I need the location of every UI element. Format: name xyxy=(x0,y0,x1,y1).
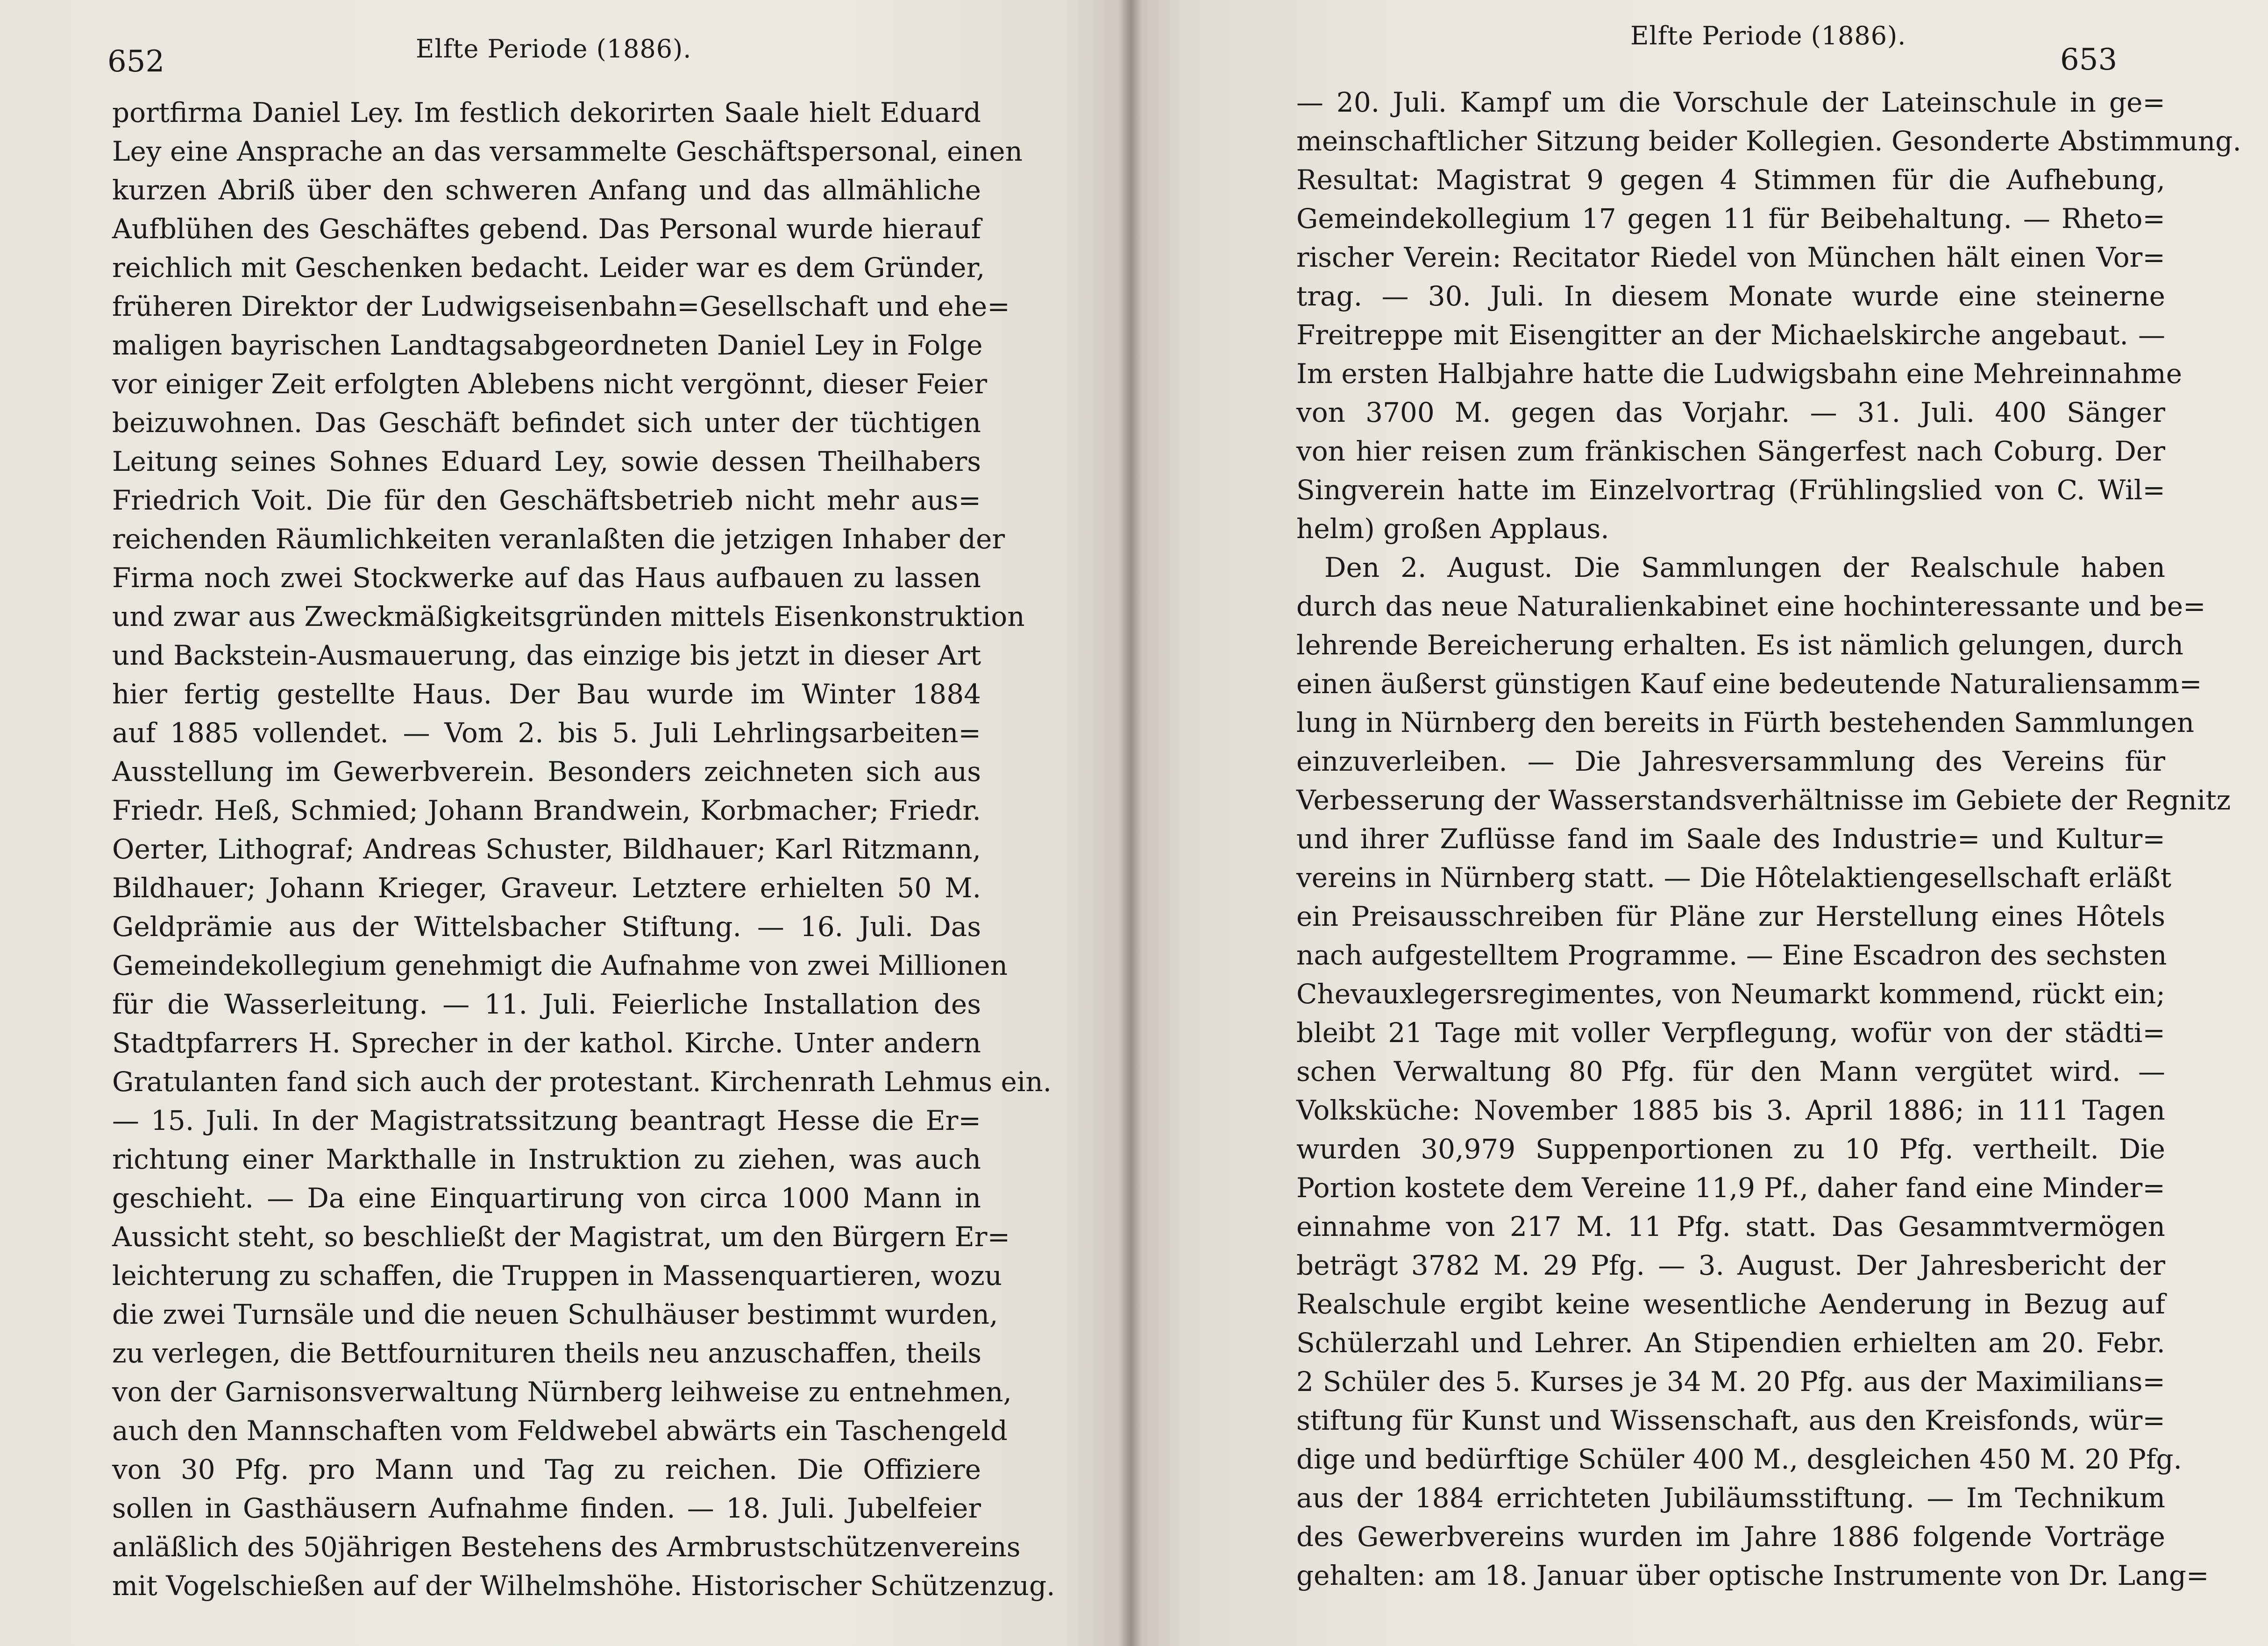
text-line: einzuverleiben. — Die Jahresversammlung des Vereins für xyxy=(1296,745,2165,777)
text-line: Singverein hatte im Einzelvortrag (Frühlingslied von C. Wil= xyxy=(1296,474,2165,506)
text-line: Im ersten Halbjahre hatte die Ludwigsbahn eine Mehreinnahme xyxy=(1296,358,2183,390)
text-line: rischer Verein: Recitator Riedel von München hält einen Vor= xyxy=(1296,241,2165,273)
left-body-text xyxy=(112,93,1055,1605)
text-line: Freitreppe mit Eisengitter an der Michaelskirche angebaut. — xyxy=(1296,319,2165,351)
text-line: 2 Schüler des 5. Kurses je 34 M. 20 Pfg. aus der Maximilians= xyxy=(1296,1366,2165,1398)
text-line: für die Wasserleitung. — 11. Juli. Feierliche Installation des xyxy=(112,988,981,1020)
text-line: kurzen Abriß über den schweren Anfang und das allmähliche xyxy=(112,174,981,206)
text-line: Aussicht steht, so beschließt der Magistrat, um den Bürgern Er= xyxy=(112,1221,1010,1253)
text-line: durch das neue Naturalienkabinet eine hochinteressante und be= xyxy=(1296,590,2206,622)
text-line: Geldprämie aus der Wittelsbacher Stiftung. — 16. Juli. Das xyxy=(112,911,981,943)
text-line: reichenden Räumlichkeiten veranlaßten die jetzigen Inhaber der xyxy=(112,523,1005,555)
text-line: — 15. Juli. In der Magistratssitzung beantragt Hesse die Er= xyxy=(112,1105,981,1136)
text-line: aus der 1884 errichteten Jubiläumsstiftung. — Im Technikum xyxy=(1296,1482,2165,1514)
text-line: Resultat: Magistrat 9 gegen 4 Stimmen für die Aufhebung, xyxy=(1296,164,2165,196)
text-line: von hier reisen zum fränkischen Sängerfest nach Coburg. Der xyxy=(1296,435,2165,467)
text-line: — 20. Juli. Kampf um die Vorschule der Lateinschule in ge= xyxy=(1296,86,2165,118)
text-line: von der Garnisonsverwaltung Nürnberg leihweise zu entnehmen, xyxy=(112,1376,1012,1408)
text-line: und Backstein-Ausmauerung, das einzige bis jetzt in dieser Art xyxy=(112,639,981,671)
text-line: früheren Direktor der Ludwigseisenbahn=Gesellschaft und ehe= xyxy=(112,291,1010,322)
text-line: meinschaftlicher Sitzung beider Kollegien. Gesonderte Abstimmung. xyxy=(1296,125,2241,157)
text-line: zu verlegen, die Bettfournituren theils neu anzuschaffen, theils xyxy=(112,1337,981,1369)
text-line: Gemeindekollegium genehmigt die Aufnahme von zwei Millionen xyxy=(112,950,1008,981)
text-line: sollen in Gasthäusern Aufnahme finden. — 18. Juli. Jubelfeier xyxy=(112,1492,981,1524)
text-line: leichterung zu schaffen, die Truppen in Massenquartieren, wozu xyxy=(112,1260,1002,1291)
text-line: ein Preisausschreiben für Pläne zur Herstellung eines Hôtels xyxy=(1296,901,2165,932)
text-line: Aufblühen des Geschäftes gebend. Das Personal wurde hierauf xyxy=(112,213,981,245)
text-line: Gratulanten fand sich auch der protestant. Kirchenrath Lehmus ein. xyxy=(112,1066,1052,1098)
text-line: trag. — 30. Juli. In diesem Monate wurde eine steinerne xyxy=(1296,280,2165,312)
text-line: des Gewerbvereins wurden im Jahre 1886 folgende Vorträge xyxy=(1296,1521,2165,1553)
text-line: Portion kostete dem Vereine 11,9 Pf., daher fand eine Minder= xyxy=(1296,1172,2165,1204)
right-body-text xyxy=(1296,83,2241,1595)
text-line: dige und bedürftige Schüler 400 M., desgleichen 450 M. 20 Pfg. xyxy=(1296,1443,2182,1475)
text-line: Stadtpfarrers H. Sprecher in der kathol. Kirche. Unter andern xyxy=(112,1027,981,1059)
left-page xyxy=(0,0,1130,1646)
text-line: Firma noch zwei Stockwerke auf das Haus aufbauen zu lassen xyxy=(112,562,981,594)
text-line: und ihrer Zuflüsse fand im Saale des Industrie= und Kultur= xyxy=(1296,823,2165,855)
text-line: reichlich mit Geschenken bedacht. Leider war es dem Gründer, xyxy=(112,252,985,284)
text-line: Bildhauer; Johann Krieger, Graveur. Letztere erhielten 50 M. xyxy=(112,872,981,904)
text-line: portfirma Daniel Ley. Im festlich dekorirten Saale hielt Eduard xyxy=(112,97,981,128)
text-line: beträgt 3782 M. 29 Pfg. — 3. August. Der Jahresbericht der xyxy=(1296,1249,2165,1281)
right-page xyxy=(1130,0,2268,1646)
text-line: Gemeindekollegium 17 gegen 11 für Beibehaltung. — Rheto= xyxy=(1296,203,2165,234)
running-head-right: Elfte Periode (1886). xyxy=(1630,21,1906,50)
text-line: beizuwohnen. Das Geschäft befindet sich unter der tüchtigen xyxy=(112,407,981,439)
text-line: Oerter, Lithograf; Andreas Schuster, Bildhauer; Karl Ritzmann, xyxy=(112,833,981,865)
text-line: anläßlich des 50jährigen Bestehens des Armbrustschützenvereins xyxy=(112,1531,1021,1563)
text-line: auf 1885 vollendet. — Vom 2. bis 5. Juli Lehrlingsarbeiten= xyxy=(112,717,981,749)
text-line: einnahme von 217 M. 11 Pfg. statt. Das Gesammtvermögen xyxy=(1296,1211,2165,1242)
text-line: vereins in Nürnberg statt. — Die Hôtelaktiengesellschaft erläßt xyxy=(1296,862,2172,894)
text-line: vor einiger Zeit erfolgten Ablebens nicht vergönnt, dieser Feier xyxy=(112,368,988,400)
text-line: Verbesserung der Wasserstandsverhältnisse im Gebiete der Regnitz xyxy=(1296,784,2231,816)
text-line: von 3700 M. gegen das Vorjahr. — 31. Juli. 400 Sänger xyxy=(1296,397,2165,428)
page-number-right: 653 xyxy=(2060,43,2118,77)
text-line: richtung einer Markthalle in Instruktion zu ziehen, was auch xyxy=(112,1143,981,1175)
text-line: von 30 Pfg. pro Mann und Tag zu reichen. Die Offiziere xyxy=(112,1454,981,1485)
text-line: lung in Nürnberg den bereits in Fürth bestehenden Sammlungen xyxy=(1296,707,2195,738)
text-line: auch den Mannschaften vom Feldwebel abwärts ein Taschengeld xyxy=(112,1415,1008,1447)
text-line: nach aufgestelltem Programme. — Eine Escadron des sechsten xyxy=(1296,939,2167,971)
text-line: stiftung für Kunst und Wissenschaft, aus den Kreisfonds, wür= xyxy=(1296,1405,2165,1436)
text-line: Schülerzahl und Lehrer. An Stipendien erhielten am 20. Febr. xyxy=(1296,1327,2165,1359)
text-line: maligen bayrischen Landtagsabgeordneten Daniel Ley in Folge xyxy=(112,329,983,361)
text-line: gehalten: am 18. Januar über optische Instrumente von Dr. Lang= xyxy=(1296,1560,2209,1591)
text-line: geschieht. — Da eine Einquartirung von circa 1000 Mann in xyxy=(112,1182,981,1214)
text-line: einen äußerst günstigen Kauf eine bedeutende Naturaliensamm= xyxy=(1296,668,2202,700)
text-line: und zwar aus Zweckmäßigkeitsgründen mittels Eisenkonstruktion xyxy=(112,601,1025,632)
text-line: die zwei Turnsäle und die neuen Schulhäuser bestimmt wurden, xyxy=(112,1298,998,1330)
text-line: Den 2. August. Die Sammlungen der Realschule haben xyxy=(1324,552,2165,583)
text-line: helm) großen Applaus. xyxy=(1296,513,1609,545)
text-line: hier fertig gestellte Haus. Der Bau wurde im Winter 1884 xyxy=(112,678,981,710)
text-line: wurden 30,979 Suppenportionen zu 10 Pfg. vertheilt. Die xyxy=(1296,1133,2165,1165)
text-line: Leitung seines Sohnes Eduard Ley, sowie dessen Theilhabers xyxy=(112,446,981,477)
text-line: Friedrich Voit. Die für den Geschäftsbetrieb nicht mehr aus= xyxy=(112,484,981,516)
text-line: lehrende Bereicherung erhalten. Es ist nämlich gelungen, durch xyxy=(1296,629,2183,661)
text-line: Chevauxlegersregimentes, von Neumarkt kommend, rückt ein; xyxy=(1296,978,2165,1010)
text-line: mit Vogelschießen auf der Wilhelmshöhe. Historischer Schützenzug. xyxy=(112,1570,1055,1602)
text-line: Volksküche: November 1885 bis 3. April 1886; in 111 Tagen xyxy=(1296,1094,2165,1126)
text-line: Realschule ergibt keine wesentliche Aenderung in Bezug auf xyxy=(1296,1288,2165,1320)
text-line: bleibt 21 Tage mit voller Verpflegung, wofür von der städti= xyxy=(1296,1017,2165,1049)
text-line: Friedr. Heß, Schmied; Johann Brandwein, Korbmacher; Friedr. xyxy=(112,795,981,826)
page-number-left: 652 xyxy=(107,44,165,79)
text-line: Ley eine Ansprache an das versammelte Geschäftspersonal, einen xyxy=(112,135,1023,167)
running-head-left: Elfte Periode (1886). xyxy=(416,34,692,64)
text-line: schen Verwaltung 80 Pfg. für den Mann vergütet wird. — xyxy=(1296,1056,2165,1087)
text-line: Ausstellung im Gewerbverein. Besonders zeichneten sich aus xyxy=(112,756,981,788)
book-gutter xyxy=(1119,0,1142,1646)
